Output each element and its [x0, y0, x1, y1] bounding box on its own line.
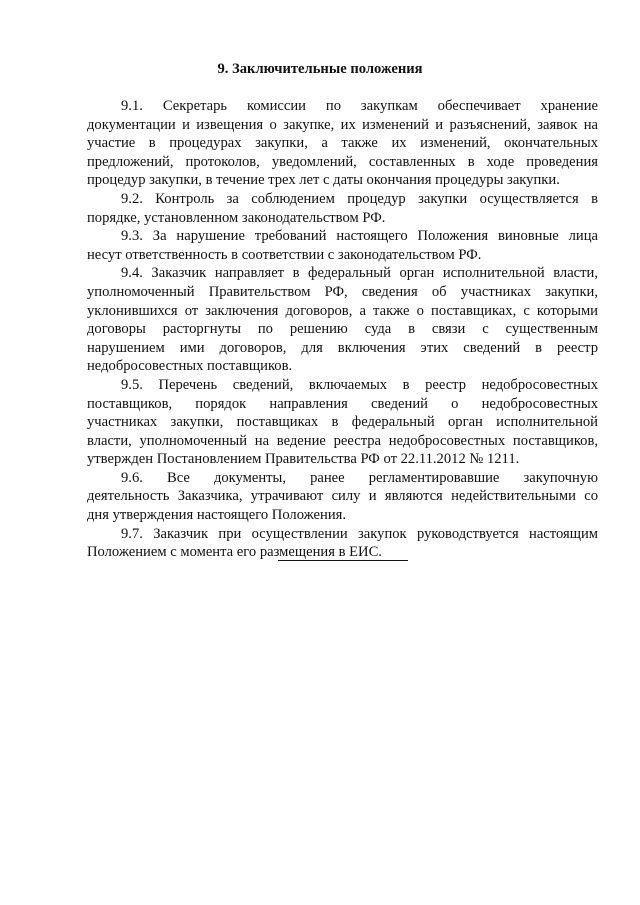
paragraph-line: договоры расторгнуты по решению суда в связи с существенным	[87, 321, 598, 338]
paragraph-line: поставщиков, порядок направления сведений о недобросовестных	[87, 395, 598, 412]
paragraph-line: 9.6. Все документы, ранее регламентировавшие закупочную	[121, 469, 598, 486]
paragraph-line: 9.2. Контроль за соблюдением процедур закупки осуществляется в	[121, 190, 598, 207]
paragraph-line: 9.3. За нарушение требований настоящего Положения виновные лица	[121, 228, 598, 245]
paragraph-9-3	[87, 227, 598, 264]
paragraph-9-1	[87, 97, 598, 190]
paragraph-9-2	[87, 190, 598, 227]
section-body	[87, 97, 598, 562]
paragraph-line: нарушением ими договоров, для включения этих сведений в реестр	[87, 339, 598, 356]
paragraph-line: уполномоченный Правительством РФ, сведения об участниках закупки,	[87, 283, 598, 300]
paragraph-line: дня утверждения настоящего Положения.	[87, 507, 346, 524]
paragraph-line: уклонившихся от заключения договоров, а также о поставщиках, с которыми	[87, 302, 598, 319]
paragraph-9-5	[87, 376, 598, 469]
paragraph-line: утвержден Постановлением Правительства РФ от 22.11.2012 № 1211.	[87, 451, 520, 468]
paragraph-line: участие в процедурах закупки, а также их изменений, окончательных	[87, 135, 598, 152]
paragraph-line: участниках закупки, поставщиках в федеральный орган исполнительной	[87, 414, 598, 431]
end-of-document-rule	[278, 560, 408, 561]
paragraph-9-7	[87, 525, 598, 562]
paragraph-line: недобросовестных поставщиков.	[87, 358, 293, 375]
paragraph-line: предложений, протоколов, уведомлений, составленных в ходе проведения	[87, 153, 598, 170]
paragraph-line: порядке, установленном законодательством РФ.	[87, 209, 386, 226]
paragraph-9-4	[87, 264, 598, 376]
paragraph-line: Положением с момента его размещения в ЕИС.	[87, 544, 382, 561]
paragraph-9-6	[87, 469, 598, 525]
paragraph-line: деятельность Заказчика, утрачивают силу и являются недействительными со	[87, 488, 598, 505]
paragraph-line: процедур закупки, в течение трех лет с даты окончания процедуры закупки.	[87, 172, 560, 189]
paragraph-line: 9.7. Заказчик при осуществлении закупок руководствуется настоящим	[121, 525, 598, 542]
paragraph-line: власти, уполномоченный на ведение реестра недобросовестных поставщиков,	[87, 432, 598, 449]
paragraph-line: 9.1. Секретарь комиссии по закупкам обеспечивает хранение	[121, 98, 598, 114]
paragraph-line: несут ответственность в соответствии с законодательством РФ.	[87, 246, 482, 263]
paragraph-line: 9.4. Заказчик направляет в федеральный орган исполнительной власти,	[121, 265, 598, 282]
paragraph-line: документации и извещения о закупке, их изменений и разъяснений, заявок на	[87, 116, 598, 133]
section-title: 9. Заключительные положения	[217, 61, 423, 77]
paragraph-line: 9.5. Перечень сведений, включаемых в реестр недобросовестных	[121, 376, 598, 393]
